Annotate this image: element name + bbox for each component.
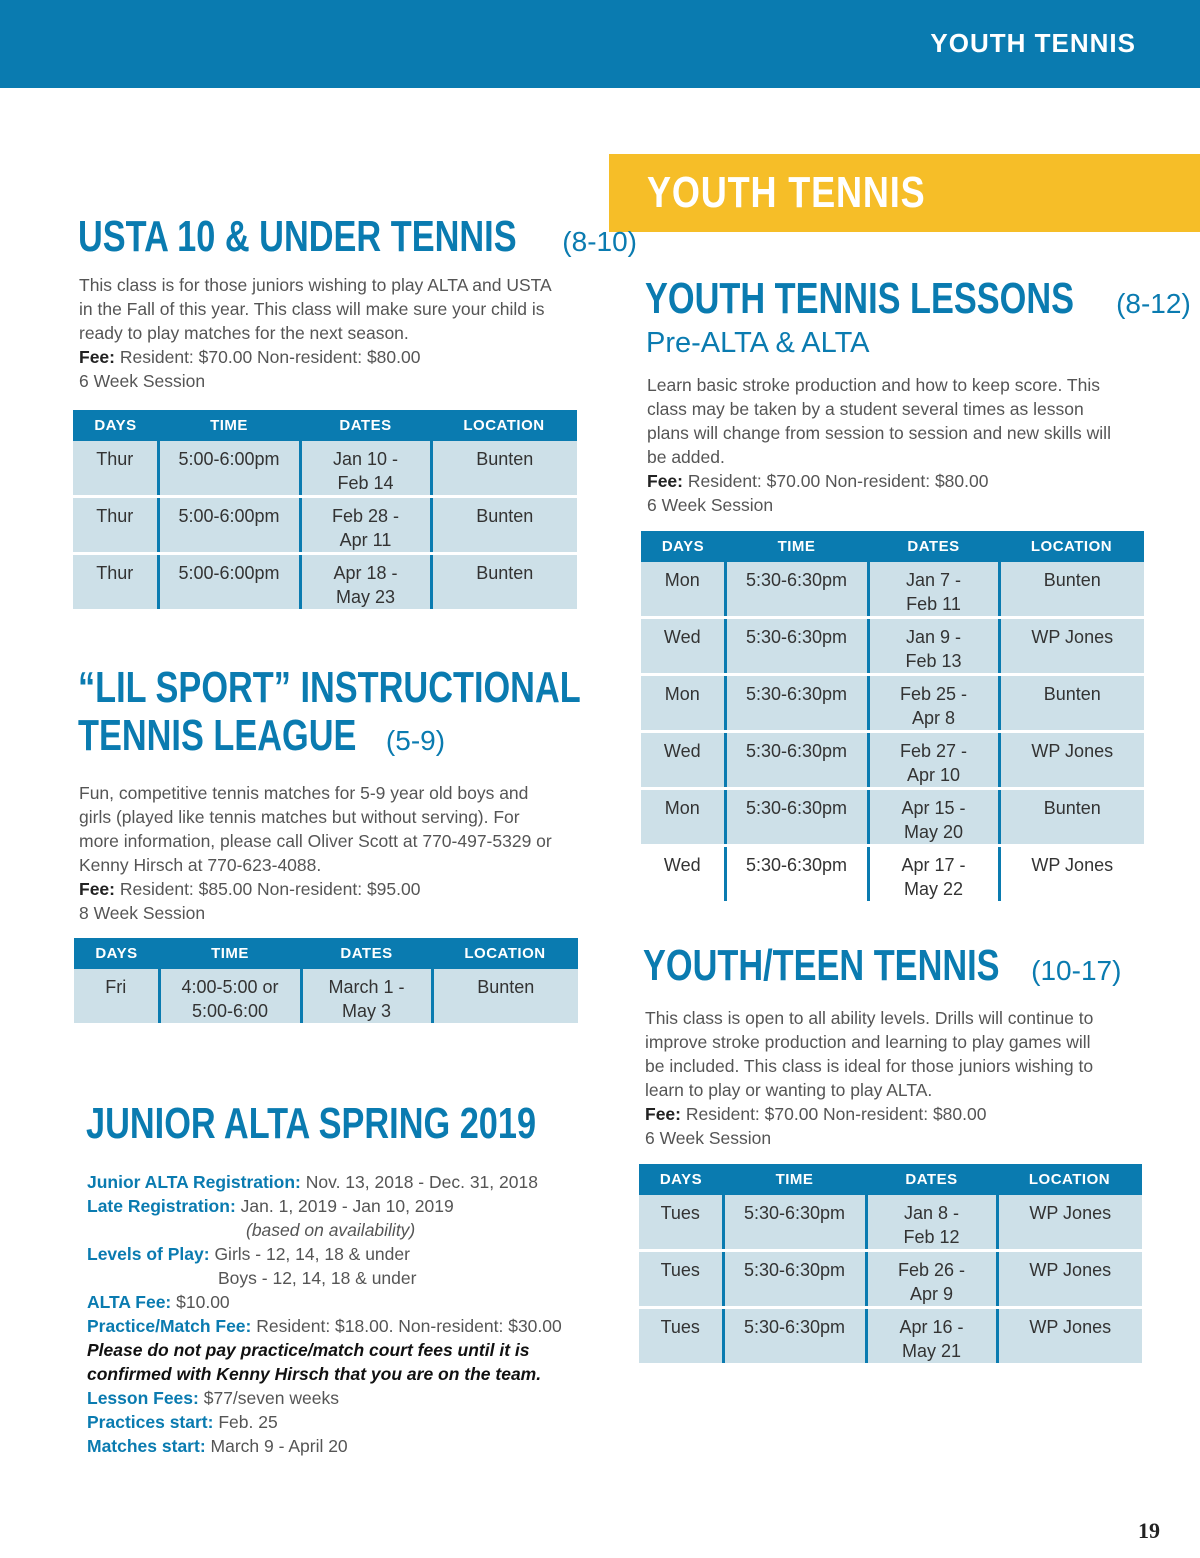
cell-location: Bunten [431,554,577,611]
cell-dates [868,846,999,903]
banner-title: YOUTH TENNIS [647,168,926,217]
cell-time: 5:00-6:00pm [158,554,300,611]
fee-label: Fee: [645,1104,681,1124]
cell-location: Bunten [999,789,1144,846]
cell-day: Fri [74,969,159,1025]
table-row [73,497,577,554]
col-dates: DATES [866,1164,997,1195]
table-row [641,675,1144,732]
alta-fee [87,1290,562,1314]
usta-schedule-table [73,410,577,612]
cell-dates [301,969,432,1025]
col-days: DAYS [639,1164,723,1195]
cell-day: Mon [641,675,725,732]
levels-label: Levels of Play: [87,1244,210,1264]
cell-location: Bunten [999,675,1144,732]
table-row [641,732,1144,789]
cell-time: 5:30-6:30pm [725,846,868,903]
date-start: Apr 16 - [899,1317,964,1337]
date-start: Jan 8 - [903,1203,960,1223]
cell-dates [868,732,999,789]
desc-line: plans will change from session to session and new skills will [647,423,1111,443]
table-row [639,1308,1142,1365]
teen-session: 6 Week Session [645,1128,772,1148]
col-time: TIME [725,531,868,562]
cell-dates [300,441,431,497]
practice-value: Resident: $18.00. Non-resident: $30.00 [256,1316,562,1336]
cell-location: Bunten [432,969,578,1025]
lessons-fee [647,469,1111,493]
fee-label: Fee: [79,879,115,899]
teen-fee [645,1102,1093,1126]
alta-details [87,1170,562,1458]
cell-time: 5:00-6:00pm [158,497,300,554]
lilsport-session: 8 Week Session [79,903,206,923]
lilsport-title-line2: TENNIS LEAGUE [78,711,357,760]
cell-location: Bunten [431,441,577,497]
col-dates: DATES [301,938,432,969]
cell-time: 5:30-6:30pm [725,789,868,846]
teen-schedule-table [639,1164,1142,1366]
time-line: 4:00-5:00 or [181,977,279,997]
section-label: YOUTH TENNIS [930,28,1136,58]
cell-location: Bunten [431,497,577,554]
desc-line: This class is for those juniors wishing to play ALTA and USTA [79,275,552,295]
cell-time: 5:30-6:30pm [723,1195,866,1251]
desc-line: be included. This class is ideal for those juniors wishing to [645,1056,1094,1076]
cell-time [159,969,301,1025]
date-end: May 23 [335,587,396,607]
time-line: 5:00-6:00 [191,1001,269,1021]
cell-time: 5:30-6:30pm [723,1308,866,1365]
lilsport-description [79,781,552,925]
cell-day: Mon [641,562,725,618]
lilsport-heading-line1 [78,663,723,713]
lilsport-title-line1: “LIL SPORT” INSTRUCTIONAL [78,663,581,712]
cell-time: 5:00-6:00pm [158,441,300,497]
col-days: DAYS [73,410,158,441]
desc-line: class may be taken by a student several times as lesson [647,399,1084,419]
cell-day: Thur [73,441,158,497]
alta-title: JUNIOR ALTA SPRING 2019 [86,1099,537,1148]
desc-line: Learn basic stroke production and how to keep score. This [647,375,1100,395]
page-number: 19 [1138,1518,1160,1543]
cell-location: WP Jones [999,846,1144,903]
cell-dates [300,497,431,554]
lessons-heading [645,274,1191,324]
cell-day: Wed [641,618,725,675]
date-start: Jan 7 - [905,570,962,590]
cell-dates [866,1308,997,1365]
table-header [639,1164,1142,1195]
table-row [73,554,577,611]
date-start: Feb 27 - [899,741,968,761]
table-row [641,846,1144,903]
col-days: DAYS [641,531,725,562]
reg-label: Junior ALTA Registration: [87,1172,301,1192]
date-end: Apr 11 [339,530,392,550]
date-end: Apr 10 [906,765,961,785]
date-start: Apr 18 - [333,563,398,583]
usta-session: 6 Week Session [79,371,206,391]
fee-label: Fee: [647,471,683,491]
lessons-title: YOUTH TENNIS LESSONS [645,274,1075,323]
youth-tennis-banner [609,154,1200,232]
date-start: Apr 15 - [901,798,966,818]
date-start: Jan 10 - [332,449,399,469]
lilsport-heading-line2 [78,711,445,761]
lilsport-age: (5-9) [385,725,446,756]
lessons-session: 6 Week Session [647,495,774,515]
practice-label: Practice/Match Fee: [87,1316,252,1336]
cell-dates [866,1251,997,1308]
cell-day: Thur [73,554,158,611]
alta-warning-line: Please do not pay practice/match court fees until it is [87,1340,530,1360]
late-note: (based on availability) [246,1220,416,1240]
desc-line: learn to play or wanting to play ALTA. [645,1080,933,1100]
col-time: TIME [159,938,301,969]
desc-line: This class is open to all ability levels. Drills will continue to [645,1008,1094,1028]
cell-day: Mon [641,789,725,846]
date-end: Feb 13 [905,651,962,671]
cell-location: WP Jones [997,1195,1142,1251]
desc-line: more information, please call Oliver Scott at 770-497-5329 or [79,831,552,851]
table-row [639,1195,1142,1251]
date-end: May 3 [341,1001,392,1021]
col-days: DAYS [74,938,159,969]
alta-fee-value: $10.00 [176,1292,230,1312]
lilsport-fee [79,877,552,901]
cell-dates [866,1195,997,1251]
top-bar [0,0,1200,88]
date-end: May 21 [901,1341,962,1361]
cell-day: Tues [639,1308,723,1365]
cell-location: WP Jones [999,618,1144,675]
lessons-age: (8-12) [1116,288,1191,319]
cell-time: 5:30-6:30pm [725,562,868,618]
teen-title: YOUTH/TEEN TENNIS [643,941,1000,990]
usta-description [79,273,552,393]
date-start: Feb 25 - [899,684,968,704]
late-value: Jan. 1, 2019 - Jan 10, 2019 [240,1196,454,1216]
cell-time: 5:30-6:30pm [725,618,868,675]
table-row [639,1251,1142,1308]
cell-dates [868,618,999,675]
fee-label: Fee: [79,347,115,367]
date-start: Feb 26 - [897,1260,966,1280]
alta-registration [87,1170,562,1194]
lesson-value: $77/seven weeks [203,1388,339,1408]
alta-lesson-fees [87,1386,562,1410]
cell-location: WP Jones [997,1251,1142,1308]
date-end: Feb 11 [906,594,961,614]
col-time: TIME [723,1164,866,1195]
cell-dates [868,562,999,618]
cell-day: Tues [639,1195,723,1251]
pstart-label: Practices start: [87,1412,214,1432]
alta-practices-start [87,1410,562,1434]
desc-line: ready to play matches for the next season. [79,323,409,343]
table-row [641,618,1144,675]
alta-matches-start [87,1434,562,1458]
date-end: May 20 [903,822,964,842]
usta-fee [79,345,552,369]
table-header [74,938,578,969]
date-start: March 1 - [328,977,405,997]
alta-practice-fee [87,1314,562,1338]
usta-heading [78,212,637,262]
table-header [641,531,1144,562]
date-end: Feb 12 [903,1227,960,1247]
usta-title: USTA 10 & UNDER TENNIS [78,212,517,261]
date-end: Apr 8 [911,708,956,728]
lessons-description [647,373,1111,517]
lesson-label: Lesson Fees: [87,1388,199,1408]
date-end: Feb 14 [337,473,394,493]
cell-day: Tues [639,1251,723,1308]
desc-line: Kenny Hirsch at 770-623-4088. [79,855,322,875]
lessons-subtitle: Pre-ALTA & ALTA [646,327,870,359]
usta-age: (8-10) [562,226,637,257]
alta-levels [87,1242,562,1266]
late-label: Late Registration: [87,1196,236,1216]
fee-text: Resident: $70.00 Non-resident: $80.00 [687,471,989,491]
pstart-value: Feb. 25 [218,1412,278,1432]
cell-location: WP Jones [999,732,1144,789]
cell-day: Wed [641,846,725,903]
table-row [641,562,1144,618]
date-start: Jan 9 - [905,627,962,647]
alta-late-registration [87,1194,562,1218]
cell-time: 5:30-6:30pm [725,732,868,789]
col-location: LOCATION [999,531,1144,562]
col-location: LOCATION [431,410,577,441]
teen-description [645,1006,1093,1150]
cell-day: Thur [73,497,158,554]
fee-text: Resident: $70.00 Non-resident: $80.00 [119,347,421,367]
cell-location: Bunten [999,562,1144,618]
table-row [641,789,1144,846]
cell-dates [868,675,999,732]
col-location: LOCATION [997,1164,1142,1195]
date-start: Feb 28 - [331,506,400,526]
reg-value: Nov. 13, 2018 - Dec. 31, 2018 [305,1172,538,1192]
desc-line: be added. [647,447,725,467]
cell-time: 5:30-6:30pm [725,675,868,732]
lilsport-schedule-table [74,938,578,1026]
alta-heading [86,1099,663,1149]
table-row [74,969,578,1025]
table-header [73,410,577,441]
date-end: Apr 9 [909,1284,954,1304]
table-row [73,441,577,497]
cell-location: WP Jones [997,1308,1142,1365]
date-start: Apr 17 - [901,855,966,875]
alta-warning-line: confirmed with Kenny Hirsch that you are on the team. [87,1364,542,1384]
cell-dates [868,789,999,846]
teen-heading [643,941,1121,991]
desc-line: Fun, competitive tennis matches for 5-9 year old boys and [79,783,529,803]
cell-dates [300,554,431,611]
col-location: LOCATION [432,938,578,969]
desc-line: girls (played like tennis matches but without serving). For [79,807,520,827]
fee-text: Resident: $85.00 Non-resident: $95.00 [119,879,421,899]
fee-text: Resident: $70.00 Non-resident: $80.00 [685,1104,987,1124]
desc-line: in the Fall of this year. This class will make sure your child is [79,299,545,319]
cell-day: Wed [641,732,725,789]
lessons-schedule-table [641,531,1144,904]
col-dates: DATES [300,410,431,441]
desc-line: improve stroke production and learning to play games will [645,1032,1091,1052]
col-time: TIME [158,410,300,441]
col-dates: DATES [868,531,999,562]
levels-boys: Boys - 12, 14, 18 & under [218,1268,417,1288]
cell-time: 5:30-6:30pm [723,1251,866,1308]
alta-fee-label: ALTA Fee: [87,1292,172,1312]
date-end: May 22 [903,879,964,899]
levels-girls: Girls - 12, 14, 18 & under [214,1244,410,1264]
mstart-value: March 9 - April 20 [210,1436,348,1456]
teen-age: (10-17) [1031,955,1122,986]
mstart-label: Matches start: [87,1436,206,1456]
